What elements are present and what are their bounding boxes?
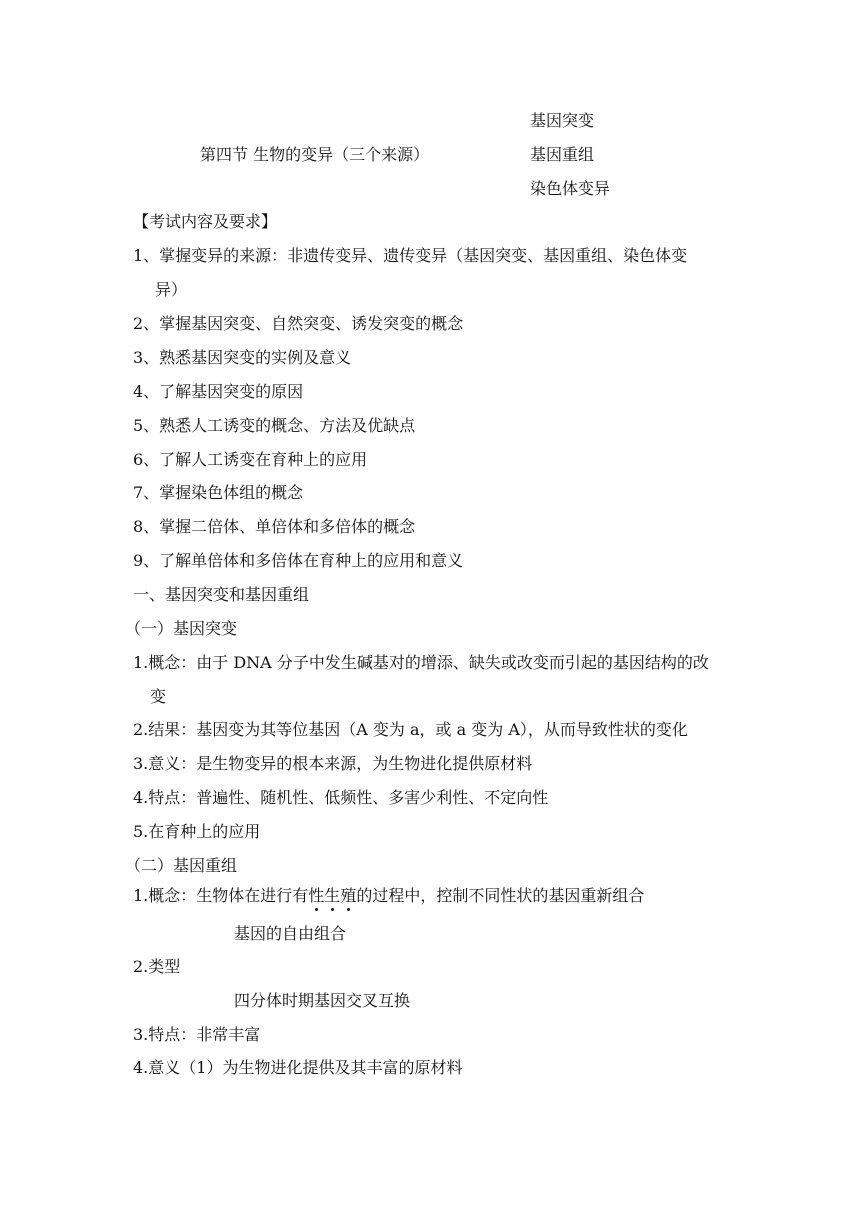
requirement-1: 1、掌握变异的来源：非遗传变异、遗传变异（基因突变、基因重组、染色体变 — [133, 246, 688, 265]
emphasis-char: 性 — [308, 886, 325, 905]
mutation-features: 4.特点：普遍性、随机性、低频性、多害少利性、不定向性 — [133, 788, 549, 807]
recombination-concept-end: 的过程中，控制不同性状的基因重新组合 — [356, 886, 645, 905]
requirement-7: 7、掌握染色体组的概念 — [133, 483, 304, 502]
page-title: 第四节 生物的变异（三个来源） — [200, 145, 430, 164]
recombination-type-free-combination: 基因的自由组合 — [234, 924, 347, 943]
recombination-type-label: 2.类型 — [133, 957, 181, 976]
mutation-result: 2.结果：基因变为其等位基因（A 变为 a，或 a 变为 A），从而导致性状的变化 — [133, 720, 688, 739]
mutation-heading: （一）基因突变 — [125, 619, 238, 638]
emphasis-char: 生 — [324, 886, 341, 905]
requirement-3: 3、熟悉基因突变的实例及意义 — [133, 348, 352, 367]
section-1-heading: 一、基因突变和基因重组 — [133, 585, 310, 604]
recombination-features: 3.特点：非常丰富 — [133, 1025, 261, 1044]
recombination-concept — [133, 886, 644, 906]
mutation-breeding: 5.在育种上的应用 — [133, 822, 261, 841]
mutation-concept: 1.概念：由于 DNA 分子中发生碱基对的增添、缺失或改变而引起的基因结构的改 — [133, 653, 709, 672]
recombination-concept-start: 1.概念：生物体在进行有 — [133, 886, 309, 905]
requirement-4: 4、了解基因突变的原因 — [133, 382, 304, 401]
requirement-5: 5、熟悉人工诱变的概念、方法及优缺点 — [133, 416, 416, 435]
source-mutation: 基因突变 — [530, 111, 595, 130]
requirement-9: 9、了解单倍体和多倍体在育种上的应用和意义 — [133, 551, 464, 570]
requirements-heading: 【考试内容及要求】 — [133, 212, 278, 231]
mutation-meaning: 3.意义：是生物变异的根本来源，为生物进化提供原材料 — [133, 754, 533, 773]
source-recombination: 基因重组 — [530, 145, 595, 164]
recombination-meaning: 4.意义（1）为生物进化提供及其丰富的原材料 — [133, 1058, 463, 1077]
emphasis-char: 殖 — [340, 886, 357, 905]
recombination-type-crossover: 四分体时期基因交叉互换 — [234, 991, 411, 1010]
mutation-concept-cont: 变 — [150, 687, 167, 706]
requirement-2: 2、掌握基因突变、自然突变、诱发突变的概念 — [133, 314, 464, 333]
source-chromosome-variation: 染色体变异 — [530, 179, 611, 198]
requirement-8: 8、掌握二倍体、单倍体和多倍体的概念 — [133, 517, 416, 536]
recombination-heading: （二）基因重组 — [125, 856, 238, 875]
requirement-6: 6、了解人工诱变在育种上的应用 — [133, 450, 368, 469]
requirement-1-cont: 异） — [155, 280, 188, 299]
